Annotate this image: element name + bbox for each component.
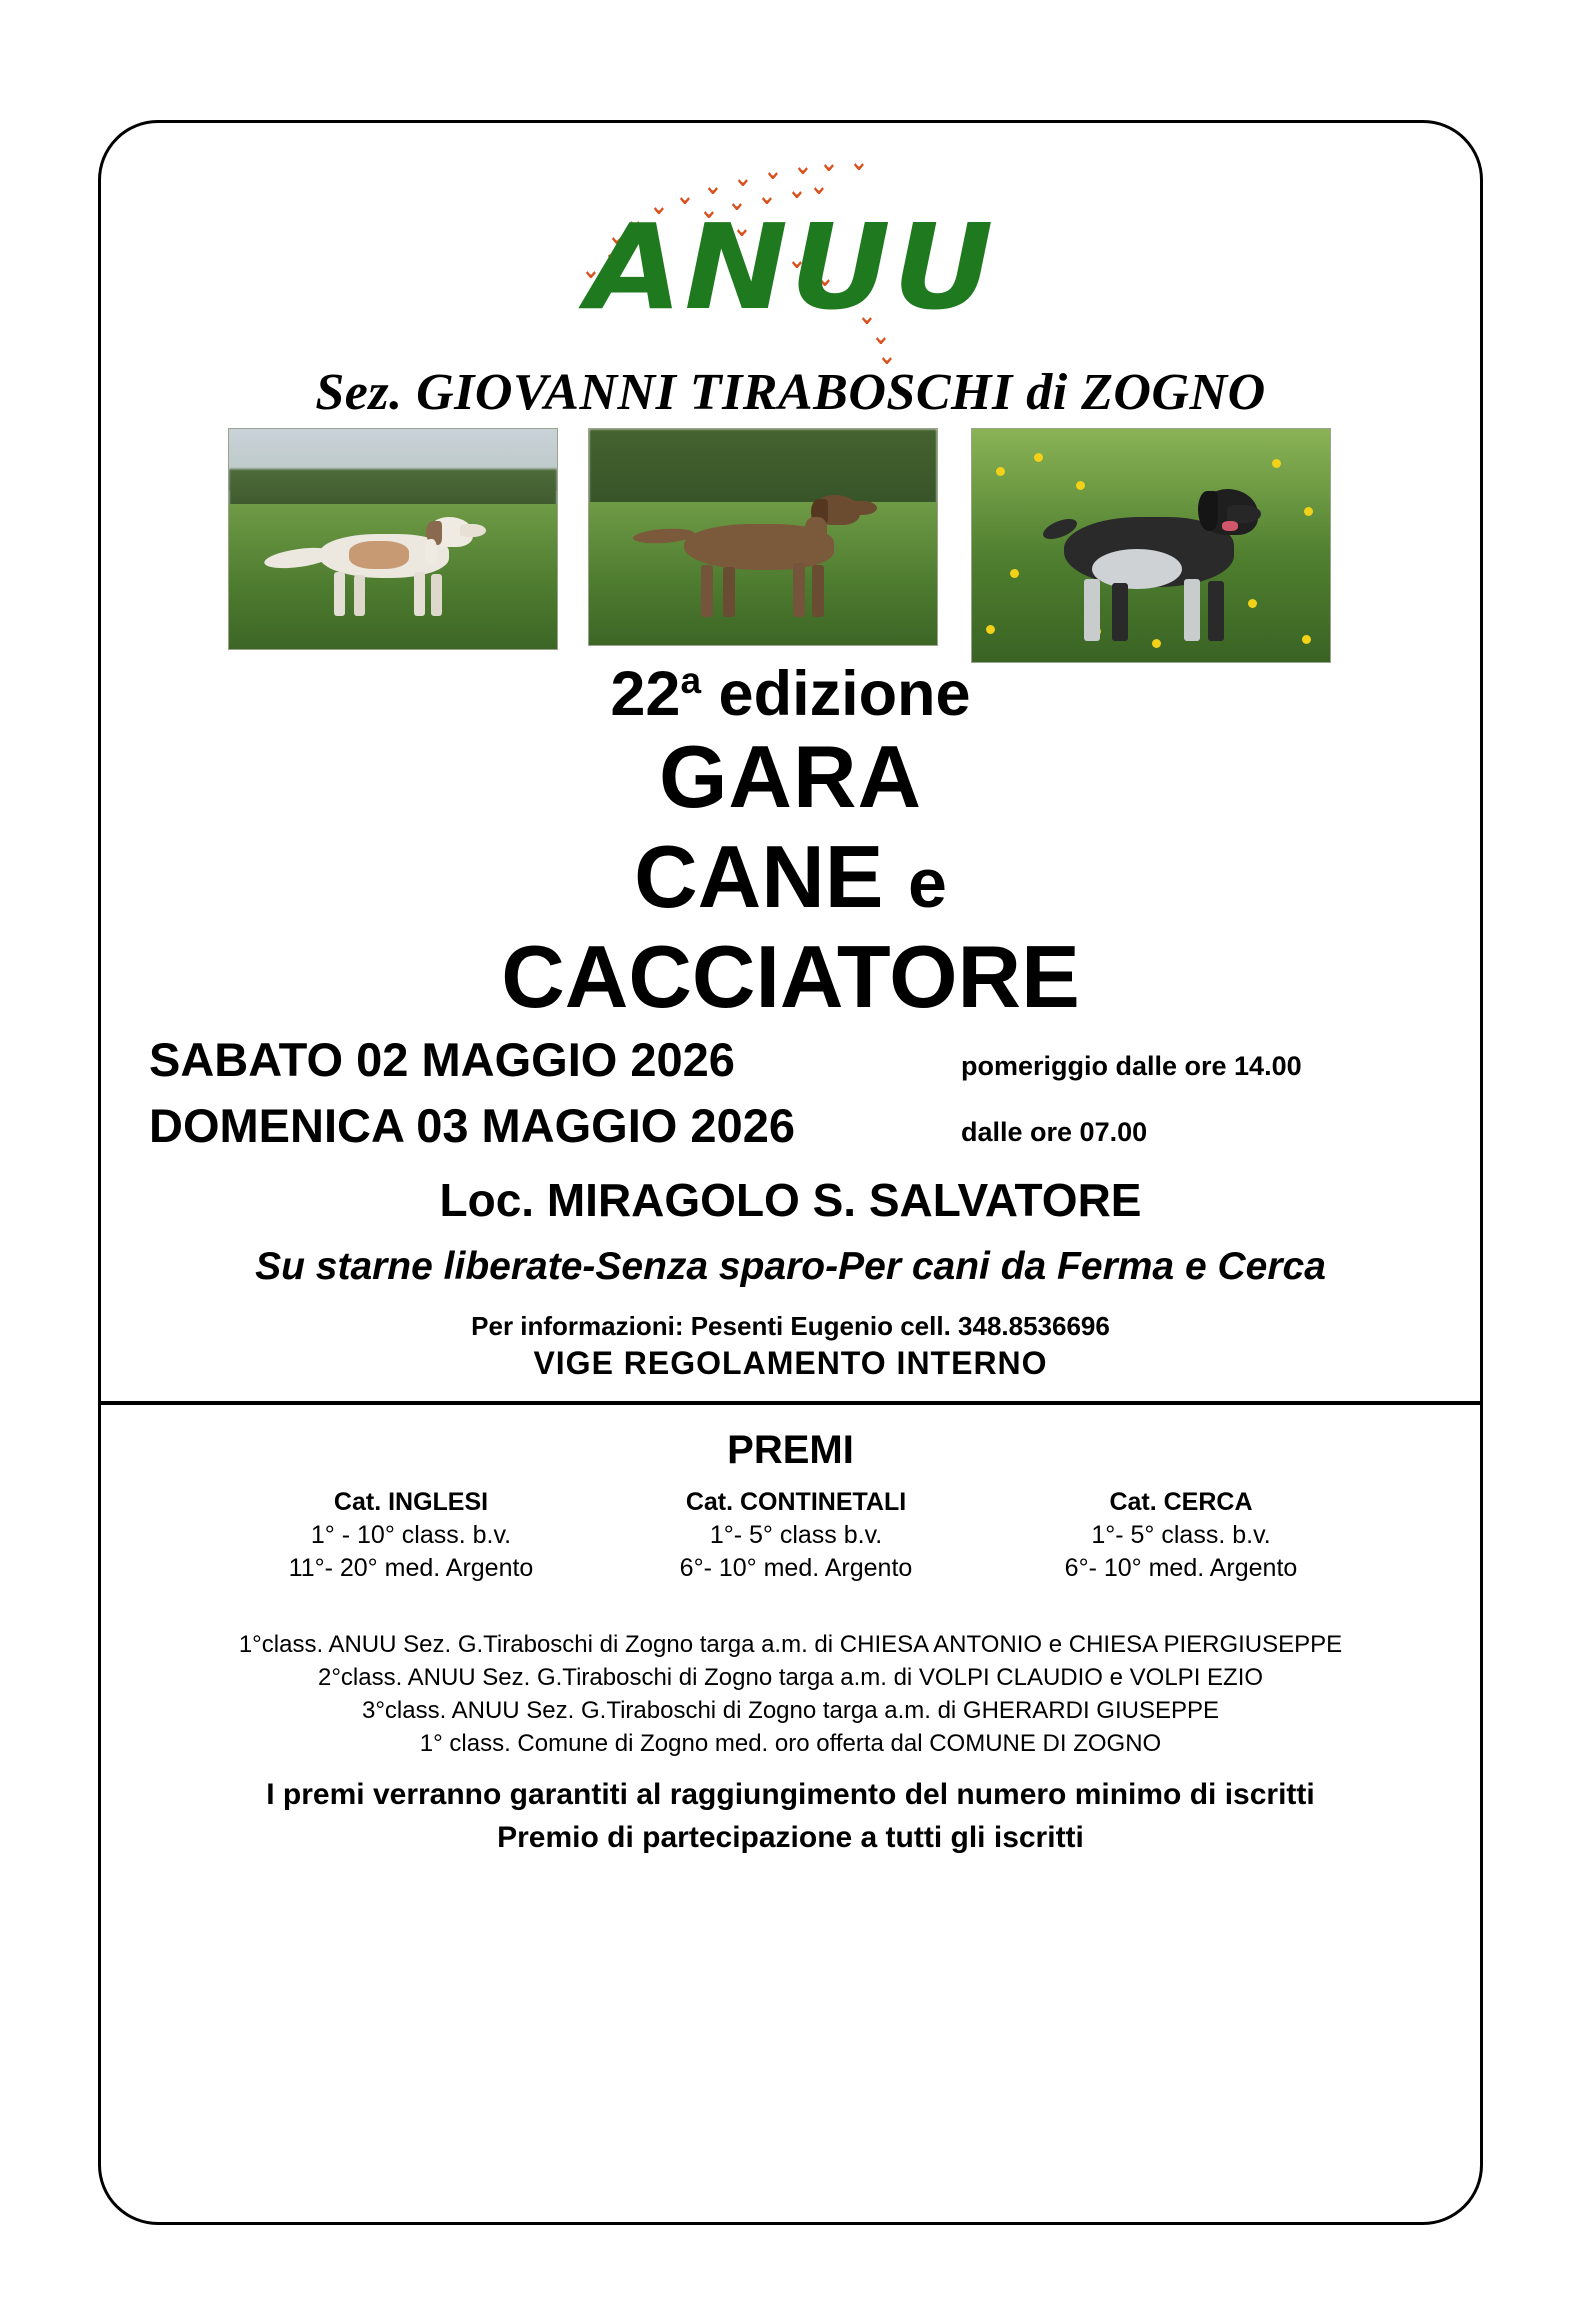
subtitle-text: Su starne liberate-Senza sparo-Per cani da Ferma e Cerca xyxy=(255,1245,1326,1288)
logo-wrap xyxy=(556,153,1026,358)
category-line: 1°- 5° class b.v. xyxy=(709,1521,883,1549)
plaque-line: 1° class. Comune di Zogno med. oro offerta dal COMUNE DI ZOGNO xyxy=(419,1730,1162,1757)
spaniel-breton-photo xyxy=(971,428,1331,663)
category-name: Cat. CONTINETALI xyxy=(685,1488,907,1516)
divider xyxy=(101,1401,1480,1405)
plaques-list xyxy=(101,1628,1480,1760)
title-cane xyxy=(101,828,1480,932)
title-cane-word: CANE xyxy=(634,827,884,926)
poster-container xyxy=(98,120,1483,2225)
date-day-2: DOMENICA 03 MAGGIO 2026 xyxy=(149,1099,795,1152)
poster-inner xyxy=(101,123,1480,2222)
anuu-wordmark: ANUU xyxy=(585,198,996,336)
date-day-1: SABATO 02 MAGGIO 2026 xyxy=(149,1033,735,1086)
category-line: 6°- 10° med. Argento xyxy=(1064,1554,1298,1582)
category-name: Cat. CERCA xyxy=(1109,1488,1253,1516)
title-cane-e: e xyxy=(907,844,947,922)
anuu-logo xyxy=(101,153,1480,368)
location-text: Loc. MIRAGOLO S. SALVATORE xyxy=(439,1174,1142,1226)
date-row-saturday xyxy=(101,1035,1480,1091)
edition-number: 22 xyxy=(610,659,681,729)
date-time-2: dalle ore 07.00 xyxy=(961,1117,1148,1147)
category-line: 1° - 10° class. b.v. xyxy=(310,1521,512,1549)
contact-info: Per informazioni: Pesenti Eugenio cell. 348.8536696 xyxy=(471,1311,1110,1341)
date-time-1: pomeriggio dalle ore 14.00 xyxy=(961,1051,1302,1081)
prize-category-continetali xyxy=(616,1485,976,1585)
edition-sup: a xyxy=(680,660,702,701)
rules-text: VIGE REGOLAMENTO INTERNO xyxy=(533,1345,1048,1381)
plaque-line: 2°class. ANUU Sez. G.Tiraboschi di Zogno targa a.m. di VOLPI CLAUDIO e VOLPI EZIO xyxy=(317,1664,1264,1691)
setter-inglese-photo xyxy=(228,428,558,650)
edition-word: edizione xyxy=(701,659,971,729)
plaque-line: 3°class. ANUU Sez. G.Tiraboschi di Zogno targa a.m. di GHERARDI GIUSEPPE xyxy=(361,1697,1219,1724)
edition-heading xyxy=(101,658,1480,730)
section-title: Sez. GIOVANNI TIRABOSCHI di ZOGNO xyxy=(315,364,1266,421)
closing-notes xyxy=(101,1773,1480,1859)
closing-line: Premio di partecipazione a tutti gli iscritti xyxy=(497,1821,1084,1854)
closing-line: I premi verranno garantiti al raggiungimento del numero minimo di iscritti xyxy=(266,1778,1315,1811)
prize-category-inglesi xyxy=(231,1485,591,1585)
category-line: 6°- 10° med. Argento xyxy=(679,1554,913,1582)
title-gara: GARA xyxy=(658,727,923,826)
prize-categories xyxy=(231,1485,1361,1585)
prize-category-cerca xyxy=(1001,1485,1361,1585)
category-line: 11°- 20° med. Argento xyxy=(288,1554,534,1582)
date-row-sunday xyxy=(101,1101,1480,1157)
bracco-tedesco-photo xyxy=(588,428,938,646)
photo-strip xyxy=(101,428,1480,663)
plaque-line: 1°class. ANUU Sez. G.Tiraboschi di Zogno targa a.m. di CHIESA ANTONIO e CHIESA PIERGIUSEPPE xyxy=(238,1631,1343,1658)
category-name: Cat. INGLESI xyxy=(333,1488,489,1516)
category-line: 1°- 5° class. b.v. xyxy=(1091,1521,1271,1549)
title-cacciatore: CACCIATORE xyxy=(501,927,1080,1026)
prizes-title: PREMI xyxy=(727,1428,854,1472)
